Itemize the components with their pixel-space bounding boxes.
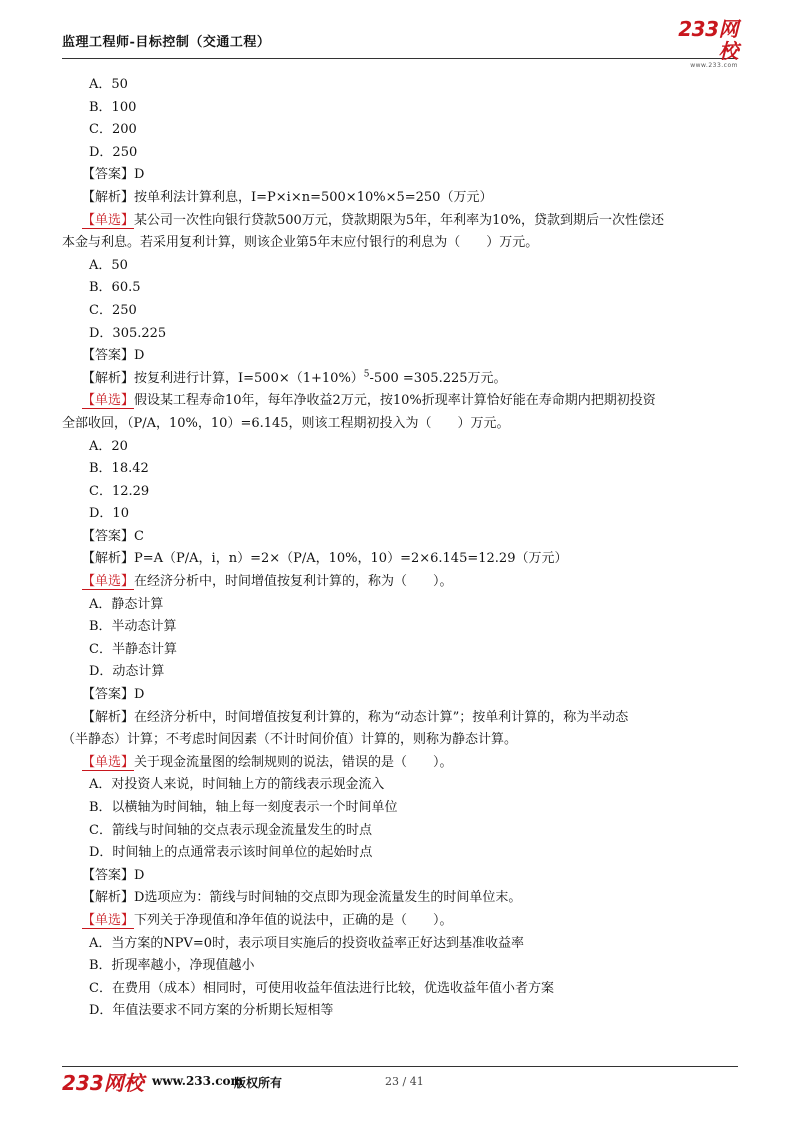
q4-option-d: D．动态计算 xyxy=(89,664,165,680)
q2-option-a: A．50 xyxy=(89,257,128,273)
q3-answer: 【答案】C xyxy=(82,528,144,544)
q2-explanation xyxy=(62,368,738,391)
q1-option-b: B．100 xyxy=(89,99,137,115)
q6-option-b: B．折现率越小，净现值越小 xyxy=(89,958,255,974)
q4-stem-line1 xyxy=(62,571,738,594)
q5-stem-text1: 关于现金流量图的绘制规则的说法，错误的是（ ）。 xyxy=(134,754,453,770)
logo-text: 233网校 xyxy=(678,17,738,63)
q2-explanation-b: -500 =305.225万元。 xyxy=(369,370,507,386)
page-header xyxy=(62,17,738,69)
q1-explanation: 【解析】按单利法计算利息，I=P×i×n=500×10%×5=250（万元） xyxy=(82,189,493,205)
page-number: 23 / 41 xyxy=(385,1075,424,1088)
brand-logo xyxy=(660,17,738,69)
footer-site-link[interactable]: www.233.com xyxy=(152,1074,244,1088)
q3-stem-text1: 假设某工程寿命10年，每年净收益2万元，按10%折现率计算恰好能在寿命期内把期初投资 xyxy=(134,393,656,409)
q4-option-a: A．静态计算 xyxy=(89,596,164,612)
single-choice-tag: 【单选】 xyxy=(82,393,135,409)
q4-answer: 【答案】D xyxy=(82,687,145,703)
single-choice-tag: 【单选】 xyxy=(82,212,135,228)
q1-option-a: A．50 xyxy=(89,77,128,92)
q4-option-b: B．半动态计算 xyxy=(89,619,177,635)
q5-option-a: A．对投资人来说，时间轴上方的箭线表示现金流入 xyxy=(89,777,385,793)
q2-answer: 【答案】D xyxy=(82,348,145,364)
q3-stem-line1 xyxy=(62,390,738,413)
q5-answer: 【答案】D xyxy=(82,867,145,883)
q2-stem-line1 xyxy=(62,210,738,233)
q6-option-a: A．当方案的NPV=0时，表示项目实施后的投资收益率正好达到基准收益率 xyxy=(89,935,525,951)
q5-explanation: 【解析】D选项应为：箭线与时间轴的交点即为现金流量发生的时间单位末。 xyxy=(82,890,522,906)
q2-explanation-a: 【解析】按复利进行计算，I=500×（1+10%） xyxy=(82,370,364,386)
q5-option-b: B．以横轴为时间轴，轴上每一刻度表示一个时间单位 xyxy=(89,800,398,815)
q3-option-d: D．10 xyxy=(89,506,129,522)
q1-option-d: D．250 xyxy=(89,144,138,160)
q4-option-c: C．半静态计算 xyxy=(89,641,177,657)
q4-explanation-line2: （半静态）计算；不考虑时间因素（不计时间价值）计算的，则称为静态计算。 xyxy=(62,732,518,748)
q4-explanation-line1: 【解析】在经济分析中，时间增值按复利计算的，称为“动态计算”；按单利计算的，称为半动态 xyxy=(82,709,629,725)
q2-stem-line2: 本金与利息。若采用复利计算，则该企业第5年末应付银行的利息为（ ）万元。 xyxy=(62,235,539,251)
q1-answer: 【答案】D xyxy=(82,167,145,183)
q4-stem-text1: 在经济分析中，时间增值按复利计算的，称为（ ）。 xyxy=(134,574,453,590)
q2-option-c: C．250 xyxy=(89,302,137,318)
q3-option-a: A．20 xyxy=(89,438,128,454)
q3-option-b: B．18.42 xyxy=(89,461,149,477)
q2-explanation-exponent: 5 xyxy=(363,369,370,380)
q6-option-c: C．在费用（成本）相同时，可使用收益年值法进行比较，优选收益年值小者方案 xyxy=(89,980,554,996)
q3-stem-line2: 全部收回，（P/A，10%，10）=6.145，则该工程期初投入为（ ）万元。 xyxy=(62,415,510,431)
page-content xyxy=(62,74,738,1023)
q5-stem-line1 xyxy=(62,752,738,775)
document-title: 监理工程师-目标控制（交通工程） xyxy=(62,35,271,50)
q6-stem-line1 xyxy=(62,910,738,933)
q6-option-d: D．年值法要求不同方案的分析期长短相等 xyxy=(89,1003,334,1019)
q3-explanation: 【解析】P=A（P/A，i，n）=2×（P/A，10%，10）=2×6.145=12.29（万元） xyxy=(82,551,568,567)
q3-option-c: C．12.29 xyxy=(89,483,150,499)
footer-logo: 233网校 xyxy=(62,1071,144,1095)
q6-stem-text1: 下列关于净现值和净年值的说法中，正确的是（ ）。 xyxy=(134,912,453,928)
q5-option-d: D．时间轴上的点通常表示该时间单位的起始时点 xyxy=(89,845,373,861)
page-footer xyxy=(62,1066,738,1097)
single-choice-tag: 【单选】 xyxy=(82,574,135,590)
q2-option-d: D．305.225 xyxy=(89,325,167,341)
q1-option-c: C．200 xyxy=(89,122,137,138)
logo-url: www.233.com xyxy=(690,62,738,69)
single-choice-tag: 【单选】 xyxy=(82,754,135,770)
single-choice-tag: 【单选】 xyxy=(82,912,135,928)
q5-option-c: C．箭线与时间轴的交点表示现金流量发生的时点 xyxy=(89,822,372,838)
q2-option-b: B．60.5 xyxy=(89,280,141,296)
footer-copyright: 版权所有 xyxy=(234,1076,283,1090)
q2-stem-text1: 某公司一次性向银行贷款500万元，贷款期限为5年，年利率为10%，贷款到期后一次性偿还 xyxy=(134,212,664,228)
